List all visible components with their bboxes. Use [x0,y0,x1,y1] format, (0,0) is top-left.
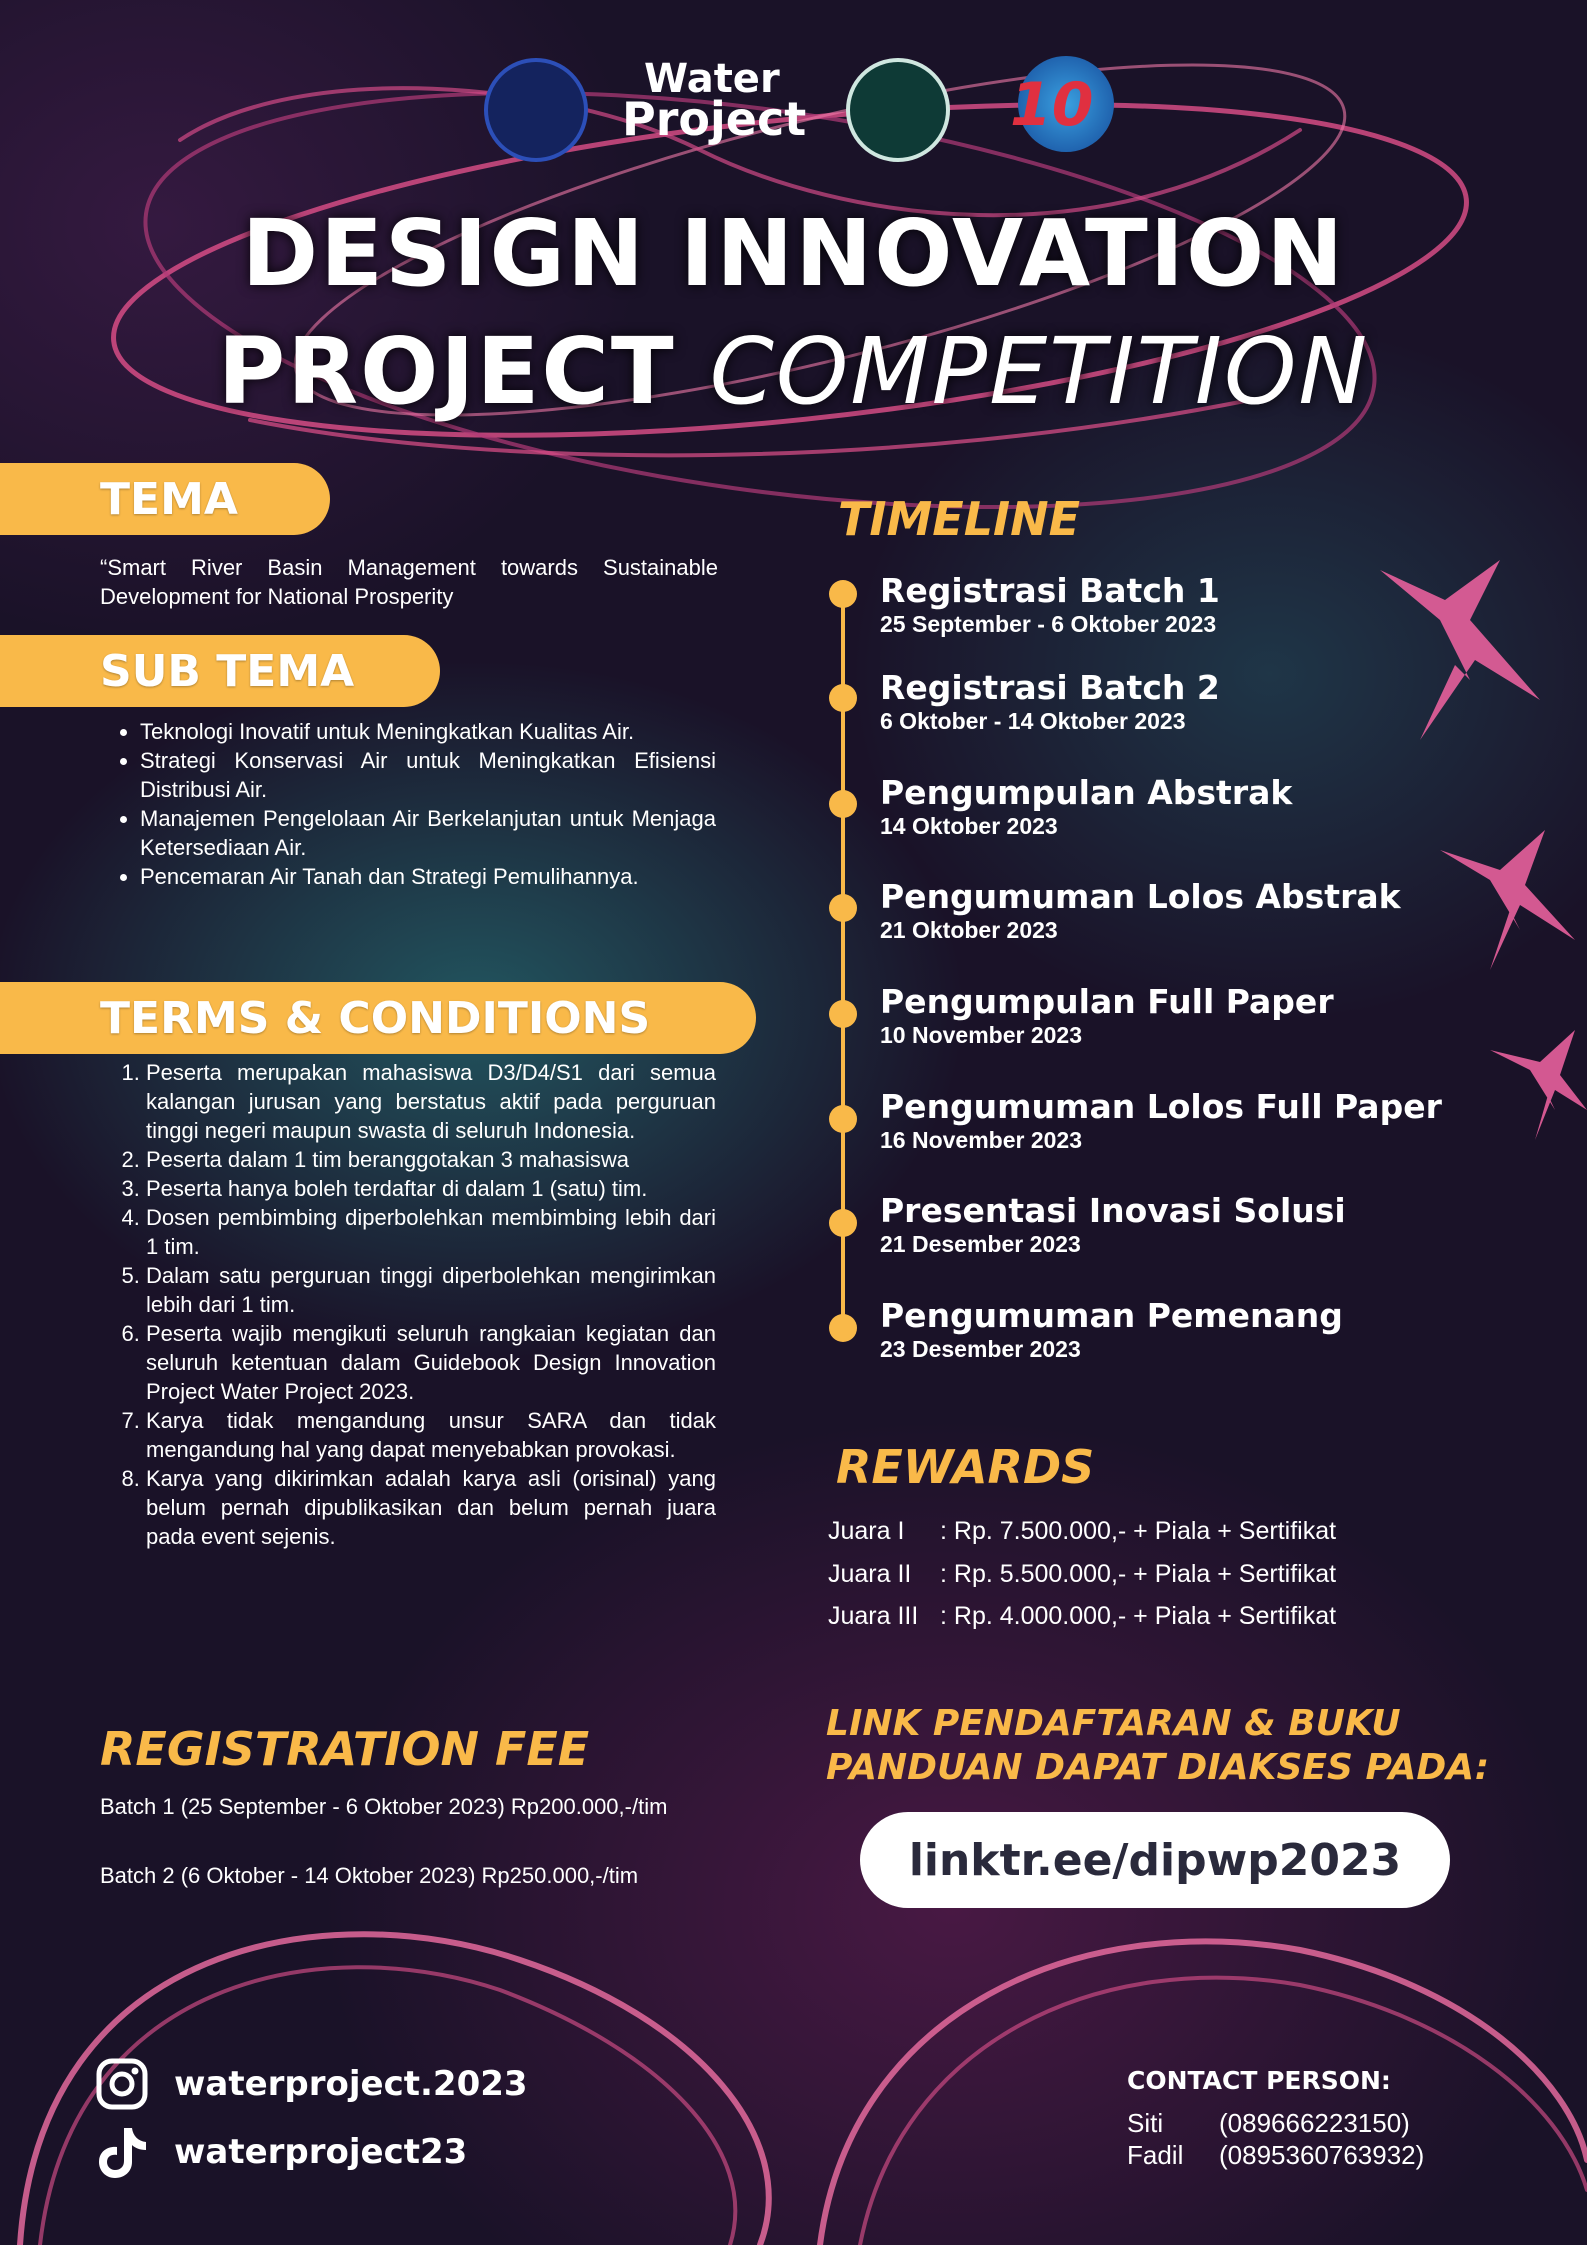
terms-item: 7. Karya tidak mengandung unsur SARA dan tidak mengandung hal yang dapat menyebabkan provokasi. [146,1406,716,1464]
registration-link-button[interactable]: linktr.ee/dipwp2023 [860,1812,1450,1908]
timeline-item-date: 21 Oktober 2023 [880,917,1058,943]
timeline-item-date: 6 Oktober - 14 Oktober 2023 [880,708,1186,734]
timeline-item [880,572,1220,638]
water-project-logo-line2: Project [622,92,807,146]
timeline-item-date: 23 Desember 2023 [880,1336,1081,1362]
timeline-item [880,1088,1442,1154]
instagram-handle: waterproject.2023 [174,2064,528,2104]
link-heading-line2: PANDUAN DAPAT DIAKSES PADA: [826,1747,1490,1788]
page-title-line1: DESIGN INNOVATION [241,200,1346,307]
timeline-item-date: 16 November 2023 [880,1127,1083,1153]
terms-item: 5. Dalam satu perguruan tinggi diperbolehkan mengirimkan lebih dari 1 tim. [146,1261,716,1319]
instagram-icon [96,2058,148,2110]
contact-row [1127,2108,1410,2139]
tiktok-row[interactable] [96,2124,467,2180]
registration-fee-batch1: Batch 1 (25 September - 6 Oktober 2023) Rp200.000,-/tim [100,1794,668,1819]
contact-heading: CONTACT PERSON: [1127,2066,1391,2095]
terms-heading: TERMS & CONDITIONS [0,982,756,1054]
anniversary-logo [990,56,1140,156]
water-project-logo-line1: Water [644,56,780,102]
reward-rank: Juara II [828,1560,912,1588]
timeline-item-date: 21 Desember 2023 [880,1231,1081,1257]
timeline-item-title: Pengumpulan Abstrak [880,773,1293,812]
link-heading-line1: LINK PENDAFTARAN & BUKU [826,1703,1401,1744]
sub-tema-list [100,717,716,891]
terms-item: 8. Karya yang dikirimkan adalah karya asli (orisinal) yang belum pernah dipublikasikan dan belum pernah juara pada event sejenis. [146,1464,716,1551]
terms-item: 6. Peserta wajib mengikuti seluruh rangkaian kegiatan dan seluruh ketentuan dalam Guidebook Design Innovation Project Water Project 2023. [146,1319,716,1406]
tiktok-icon [96,2124,148,2180]
timeline-item-title: Presentasi Inovasi Solusi [880,1191,1346,1230]
timeline-item [880,1192,1346,1258]
reward-row [828,1560,1336,1589]
timeline-item [880,774,1292,840]
timeline-item-title: Registrasi Batch 2 [880,668,1220,707]
sub-tema-heading: SUB TEMA [0,635,440,707]
sub-tema-item: • Manajemen Pengelolaan Air Berkelanjutan untuk Menjaga Ketersediaan Air. [140,804,716,862]
reward-prize: : Rp. 4.000.000,- + Piala + Sertifikat [940,1602,1337,1630]
timeline-item-date: 25 September - 6 Oktober 2023 [880,611,1217,637]
timeline-item-date: 14 Oktober 2023 [880,813,1058,839]
contact-name: Fadil [1127,2140,1184,2170]
timeline-item-title: Pengumuman Pemenang [880,1296,1343,1335]
instagram-row[interactable] [96,2058,528,2110]
terms-item: 4. Dosen pembimbing diperbolehkan membimbing lebih dari 1 tim. [146,1203,716,1261]
tema-heading: TEMA [0,463,330,535]
contact-phone: (0895360763932) [1219,2140,1425,2170]
registration-fee-heading: REGISTRATION FEE [100,1722,590,1776]
reward-rank: Juara III [828,1602,919,1630]
timeline-item-title: Pengumuman Lolos Full Paper [880,1087,1442,1126]
university-logo [484,58,588,162]
sub-tema-item: • Pencemaran Air Tanah dan Strategi Pemulihannya. [140,862,716,891]
contact-row [1127,2140,1424,2171]
timeline-item [880,878,1401,944]
timeline-item-title: Registrasi Batch 1 [880,571,1220,610]
timeline-dot [829,1105,857,1133]
timeline-dot [829,1000,857,1028]
page-title-line2 [0,318,1587,425]
timeline-dot [829,894,857,922]
tiktok-handle: waterproject23 [174,2132,468,2172]
terms-item: 2. Peserta dalam 1 tim beranggotakan 3 mahasiswa [146,1145,716,1174]
timeline-dot [829,1314,857,1342]
reward-prize: : Rp. 7.500.000,- + Piala + Sertifikat [940,1517,1337,1545]
reward-row [828,1602,1336,1631]
terms-item: 1. Peserta merupakan mahasiswa D3/D4/S1 dari semua kalangan jurusan yang berstatus aktif pada perguruan tinggi negeri maupun swasta di seluruh Indonesia. [146,1058,716,1145]
timeline-item-date: 10 November 2023 [880,1022,1083,1048]
terms-list [100,1058,716,1551]
timeline-item [880,669,1220,735]
timeline-item [880,1297,1343,1363]
link-heading [826,1702,1489,1790]
sub-tema-item: • Teknologi Inovatif untuk Meningkatkan Kualitas Air. [140,717,716,746]
timeline-heading: TIMELINE [838,492,1081,546]
contact-name: Siti [1127,2108,1164,2138]
page-title-competition: COMPETITION [709,318,1370,425]
reward-rank: Juara I [828,1517,905,1545]
page-title-project: PROJECT [217,318,676,425]
sub-tema-item: • Strategi Konservasi Air untuk Meningkatkan Efisiensi Distribusi Air. [140,746,716,804]
timeline-item-title: Pengumpulan Full Paper [880,982,1334,1021]
rewards-heading: REWARDS [836,1440,1095,1494]
timeline-dot [829,580,857,608]
timeline-item [880,983,1334,1049]
tema-text: “Smart River Basin Management towards Sustainable Development for National Prosperity [100,555,718,609]
terms-item: 3. Peserta hanya boleh terdaftar di dalam 1 (satu) tim. [146,1174,716,1203]
timeline-dot [829,684,857,712]
department-logo [846,58,950,162]
registration-fee-batch2: Batch 2 (6 Oktober - 14 Oktober 2023) Rp250.000,-/tim [100,1863,639,1888]
reward-row [828,1517,1336,1546]
timeline-item-title: Pengumuman Lolos Abstrak [880,877,1401,916]
water-project-logo [622,56,807,146]
timeline-dot [829,790,857,818]
contact-phone: (089666223150) [1219,2108,1410,2138]
reward-prize: : Rp. 5.500.000,- + Piala + Sertifikat [940,1560,1337,1588]
timeline-dot [829,1209,857,1237]
anniversary-number: 10 [1010,70,1094,140]
